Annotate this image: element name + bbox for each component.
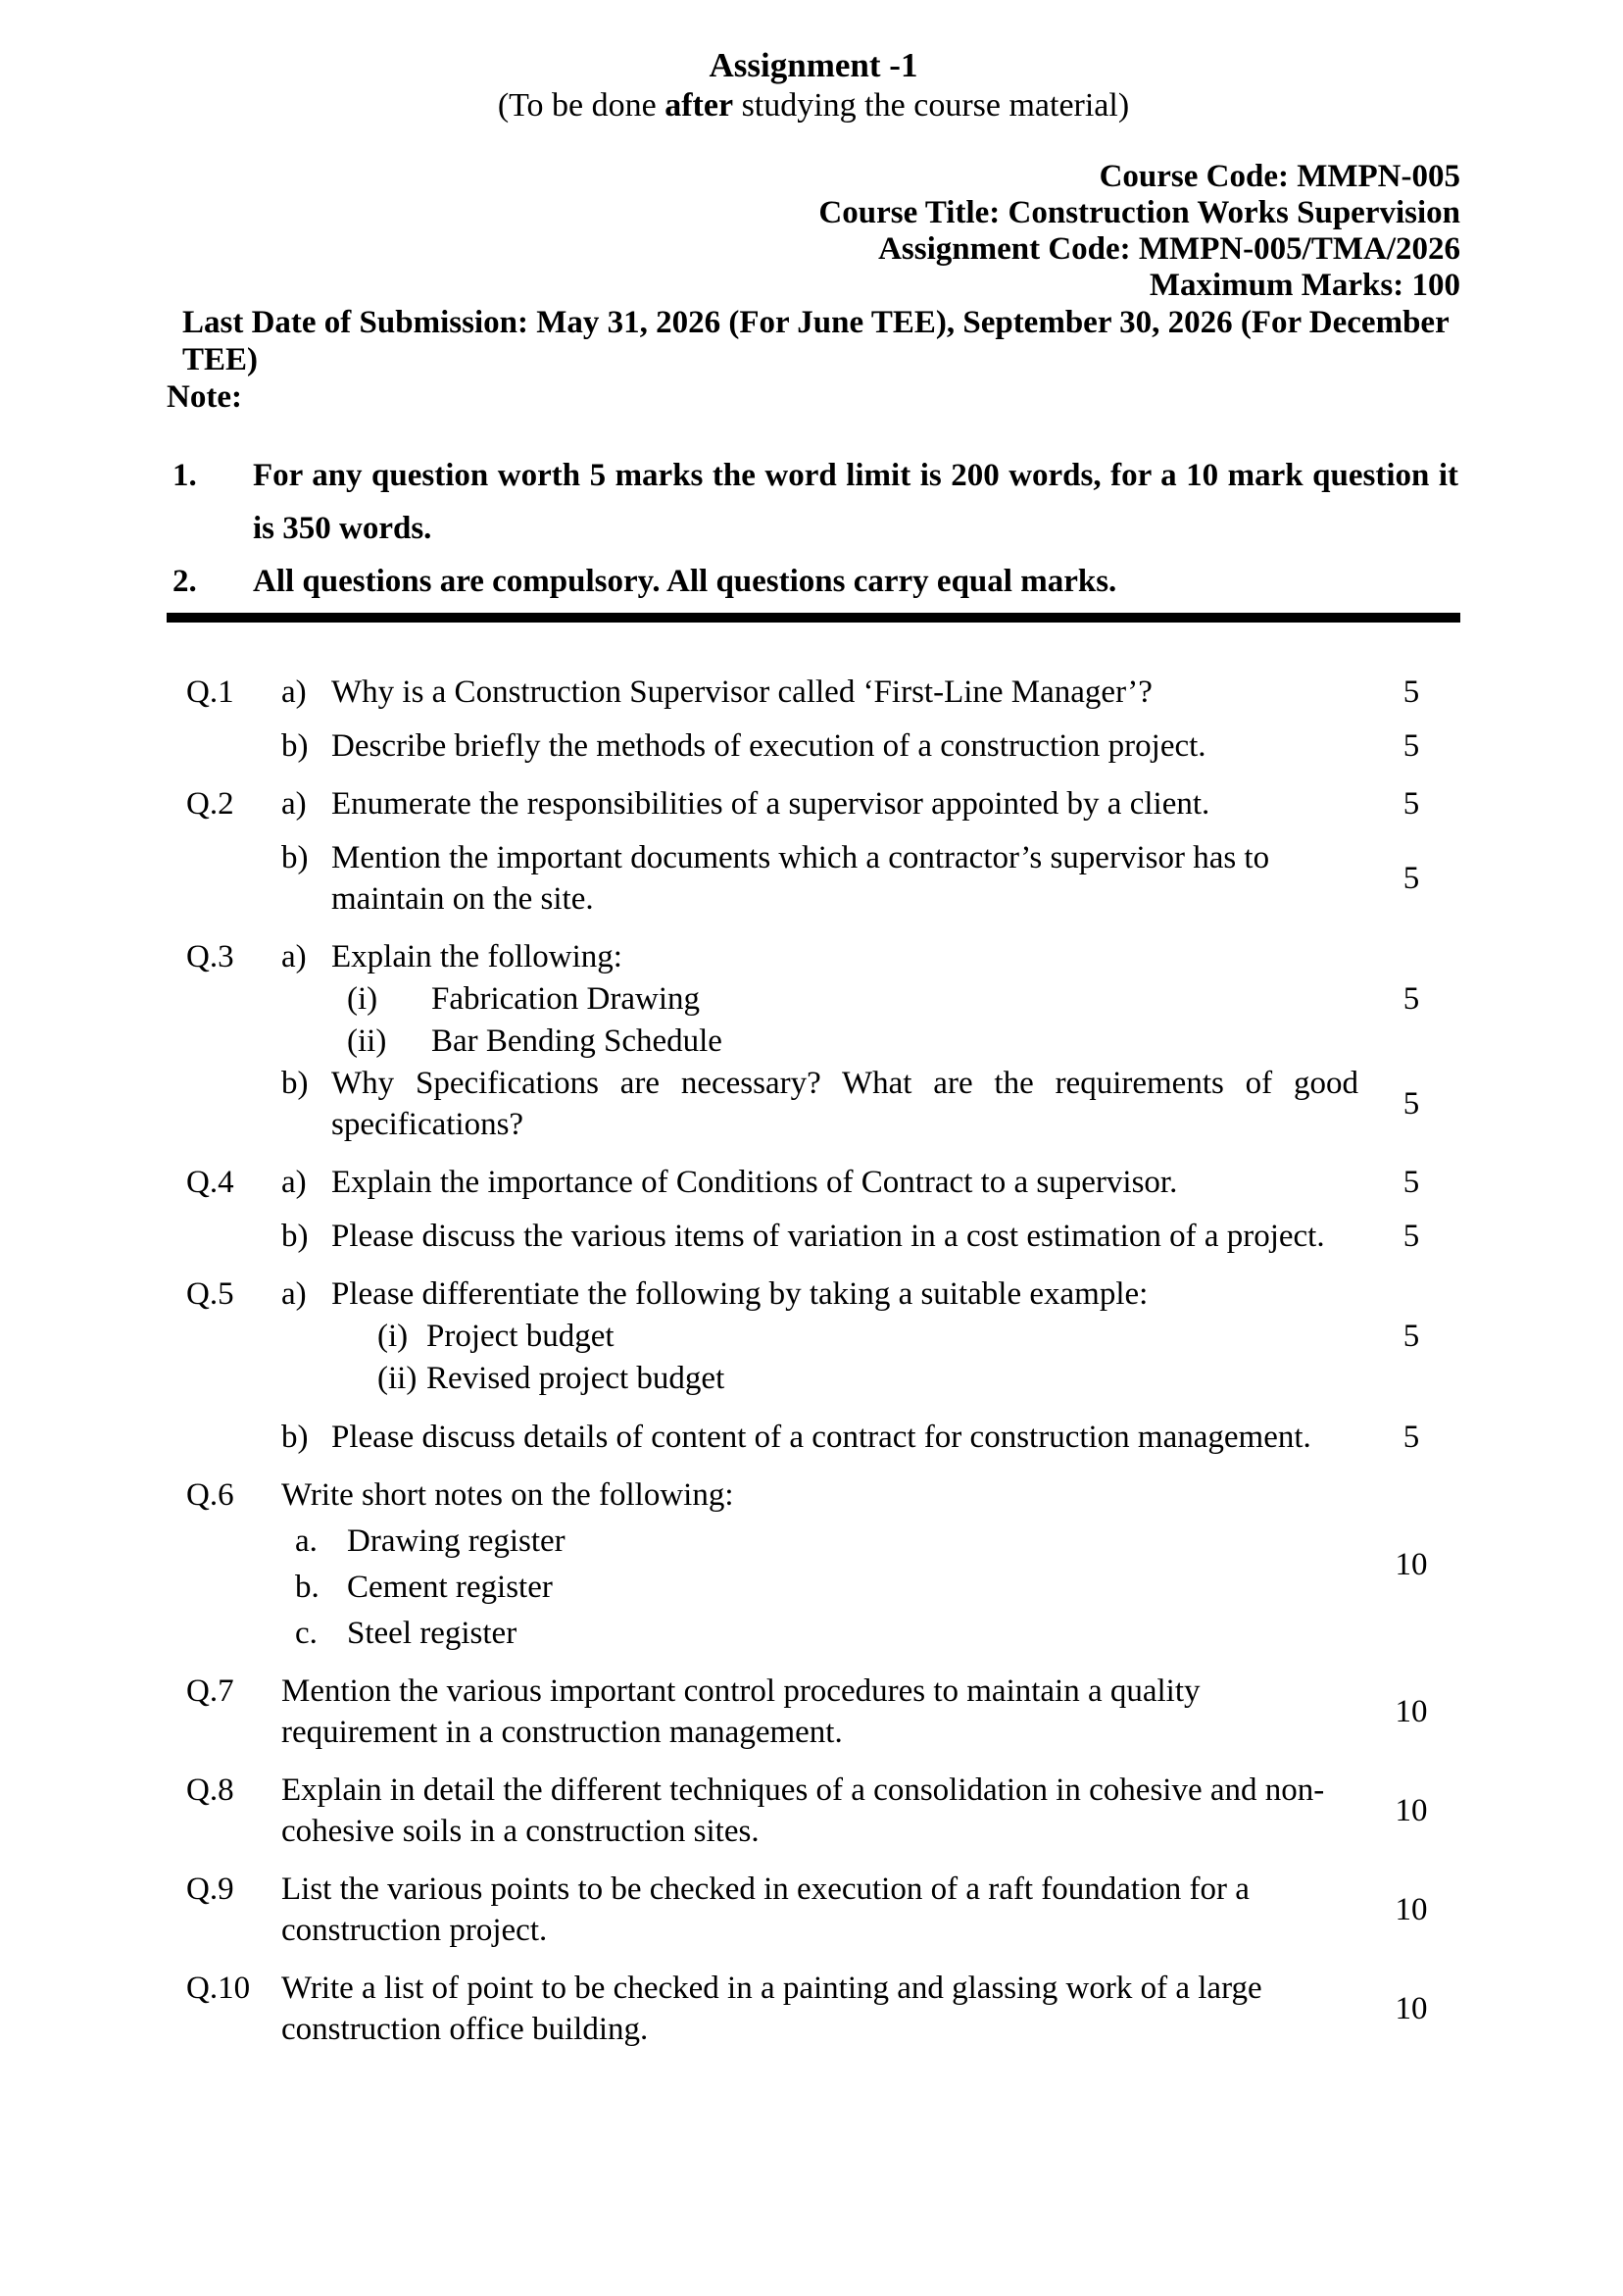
marks-value: 10 xyxy=(1395,1892,1428,1927)
question-text: Please differentiate the following by taking a suitable example: xyxy=(331,1276,1149,1312)
question-number: Q.5 xyxy=(186,1276,234,1312)
sub-item-text: Project budget xyxy=(426,1319,615,1354)
sub-item-label: (ii) xyxy=(377,1361,418,1396)
page-subtitle xyxy=(167,86,1460,125)
questions-list xyxy=(167,672,1460,2050)
marks-value: 10 xyxy=(1395,1793,1428,1828)
question-number: Q.3 xyxy=(186,939,234,974)
assignment-code: Assignment Code: MMPN-005/TMA/2026 xyxy=(878,231,1460,267)
question-text: Enumerate the responsibilities of a supervisor appointed by a client. xyxy=(331,786,1210,822)
note-item-2 xyxy=(167,555,1460,608)
question-row xyxy=(167,1770,1460,1852)
question-text: Write short notes on the following: xyxy=(281,1477,734,1513)
subtitle-suffix: studying the course material) xyxy=(733,87,1130,124)
question-row xyxy=(167,1869,1460,1951)
part-letter: b) xyxy=(281,728,309,764)
question-7 xyxy=(167,1671,1460,1753)
question-text: Describe briefly the methods of execution of a construction project. xyxy=(331,728,1206,764)
question-row xyxy=(167,672,1460,713)
part-letter: a) xyxy=(281,1165,307,1200)
marks-value: 5 xyxy=(1402,1086,1420,1122)
part-letter: b) xyxy=(281,1420,309,1455)
question-text: Please discuss the various items of variation in a cost estimation of a project. xyxy=(331,1219,1325,1254)
question-text: Explain the importance of Conditions of Contract to a supervisor. xyxy=(331,1165,1178,1200)
note-item-1 xyxy=(167,449,1460,555)
marks-value xyxy=(1362,1021,1460,1062)
question-text: Please discuss details of content of a contract for construction management. xyxy=(331,1420,1311,1455)
question-5 xyxy=(167,1273,1460,1458)
question-row xyxy=(167,1968,1460,2050)
marks-value: 5 xyxy=(1402,1219,1420,1254)
marks-value: 5 xyxy=(1402,1165,1420,1200)
course-meta-block xyxy=(167,159,1460,304)
part-letter: a) xyxy=(281,674,307,710)
marks-value: 10 xyxy=(1395,1991,1428,2026)
question-text: Mention the various important control procedures to maintain a quality requirement in a construction management. xyxy=(281,1673,1201,1750)
question-number: Q.2 xyxy=(186,786,234,822)
sub-item-label: b. xyxy=(295,1570,320,1605)
question-number xyxy=(167,1417,281,1458)
part-letter: b) xyxy=(281,1066,309,1101)
marks-value: 10 xyxy=(1395,1546,1428,1582)
question-text: List the various points to be checked in execution of a raft foundation for a construction project. xyxy=(281,1872,1250,1948)
note-number: 1. xyxy=(172,458,197,493)
question-number: Q.9 xyxy=(186,1872,234,1907)
sub-item xyxy=(347,978,1358,1020)
question-row xyxy=(167,783,1460,824)
question-text: Mention the important documents which a contractor’s supervisor has to maintain on the site. xyxy=(331,840,1270,917)
question-10 xyxy=(167,1968,1460,2050)
note-text: For any question worth 5 marks the word limit is 200 words, for a 10 mark question it is 350 words. xyxy=(253,458,1458,546)
marks-value xyxy=(1362,1358,1460,1399)
marks-value: 10 xyxy=(1395,1694,1428,1729)
sub-item xyxy=(377,1316,1358,1357)
page-title: Assignment -1 xyxy=(709,46,918,84)
question-number: Q.6 xyxy=(186,1477,234,1513)
question-row xyxy=(167,1417,1460,1458)
question-subrow xyxy=(167,1316,1460,1357)
subtitle-prefix: (To be done xyxy=(497,87,665,124)
marks-value: 5 xyxy=(1402,786,1420,822)
question-subrow xyxy=(167,1021,1460,1062)
question-4 xyxy=(167,1162,1460,1257)
sub-item-label: (i) xyxy=(377,1319,409,1354)
course-title: Course Title: Construction Works Supervision xyxy=(818,195,1460,230)
marks-value: 5 xyxy=(1402,728,1420,764)
question-text: Explain the following: xyxy=(331,939,622,974)
note-number: 2. xyxy=(172,564,197,599)
marks-value: 5 xyxy=(1402,1420,1420,1455)
subtitle-emphasis: after xyxy=(664,87,734,124)
note-label: Note: xyxy=(167,379,242,415)
question-number: Q.7 xyxy=(186,1673,234,1709)
question-text: Why Specifications are necessary? What are the requirements of good specifications? xyxy=(331,1066,1358,1142)
question-number xyxy=(167,1063,281,1145)
note-text: All questions are compulsory. All questions carry equal marks. xyxy=(253,564,1117,599)
question-row xyxy=(167,936,1460,977)
marks-value: 5 xyxy=(1402,1319,1420,1354)
sub-item-text: Steel register xyxy=(347,1616,517,1651)
sub-item-text: Drawing register xyxy=(347,1523,566,1559)
sub-item-label: (ii) xyxy=(347,1023,387,1059)
question-2 xyxy=(167,783,1460,920)
question-subrow xyxy=(167,978,1460,1020)
question-text: Explain in detail the different techniques of a consolidation in cohesive and non-cohesive soils in a construction sites. xyxy=(281,1772,1325,1849)
question-row xyxy=(167,1063,1460,1145)
question-row xyxy=(167,1216,1460,1257)
question-row xyxy=(167,725,1460,767)
question-1 xyxy=(167,672,1460,767)
maximum-marks: Maximum Marks: 100 xyxy=(1149,268,1460,303)
question-row xyxy=(167,837,1460,920)
question-row xyxy=(167,1474,1460,1654)
question-row xyxy=(167,1162,1460,1203)
sub-item xyxy=(295,1521,1358,1562)
marks-value xyxy=(1362,936,1460,977)
question-number xyxy=(167,837,281,920)
part-letter: b) xyxy=(281,840,309,875)
question-text-block xyxy=(281,1474,1362,1654)
question-text: Why is a Construction Supervisor called ‘First-Line Manager’? xyxy=(331,674,1153,710)
sub-item-label: c. xyxy=(295,1616,318,1651)
question-row xyxy=(167,1273,1460,1315)
sub-item xyxy=(295,1567,1358,1608)
sub-item-label: (i) xyxy=(347,981,378,1017)
sub-item-text: Bar Bending Schedule xyxy=(431,1023,722,1059)
question-8 xyxy=(167,1770,1460,1852)
last-date-of-submission: Last Date of Submission: May 31, 2026 (For June TEE), September 30, 2026 (For December TEE) xyxy=(182,305,1450,377)
question-row xyxy=(167,1671,1460,1753)
sub-item-text: Revised project budget xyxy=(426,1361,725,1396)
marks-value: 5 xyxy=(1402,981,1420,1017)
question-number: Q.10 xyxy=(186,1971,251,2006)
question-number: Q.1 xyxy=(186,674,234,710)
notes-list xyxy=(167,449,1460,608)
part-letter: a) xyxy=(281,1276,307,1312)
question-number: Q.4 xyxy=(186,1165,234,1200)
divider-rule xyxy=(167,613,1460,623)
question-number xyxy=(167,1216,281,1257)
part-letter: b) xyxy=(281,1219,309,1254)
question-subrow xyxy=(167,1358,1460,1399)
marks-value: 5 xyxy=(1402,674,1420,710)
sub-item xyxy=(377,1358,1358,1399)
part-letter: a) xyxy=(281,939,307,974)
sub-item-label: a. xyxy=(295,1523,318,1559)
question-9 xyxy=(167,1869,1460,1951)
question-number xyxy=(167,725,281,767)
question-6 xyxy=(167,1474,1460,1654)
question-number: Q.8 xyxy=(186,1772,234,1808)
sub-item xyxy=(347,1021,1358,1062)
course-code: Course Code: MMPN-005 xyxy=(1099,159,1460,194)
part-letter: a) xyxy=(281,786,307,822)
sub-item xyxy=(295,1613,1358,1654)
sub-item-text: Fabrication Drawing xyxy=(431,981,701,1017)
sub-item-text: Cement register xyxy=(347,1570,553,1605)
marks-value xyxy=(1362,1273,1460,1315)
question-3 xyxy=(167,936,1460,1145)
marks-value: 5 xyxy=(1402,861,1420,896)
question-text: Write a list of point to be checked in a painting and glassing work of a large construction office building. xyxy=(281,1971,1262,2047)
